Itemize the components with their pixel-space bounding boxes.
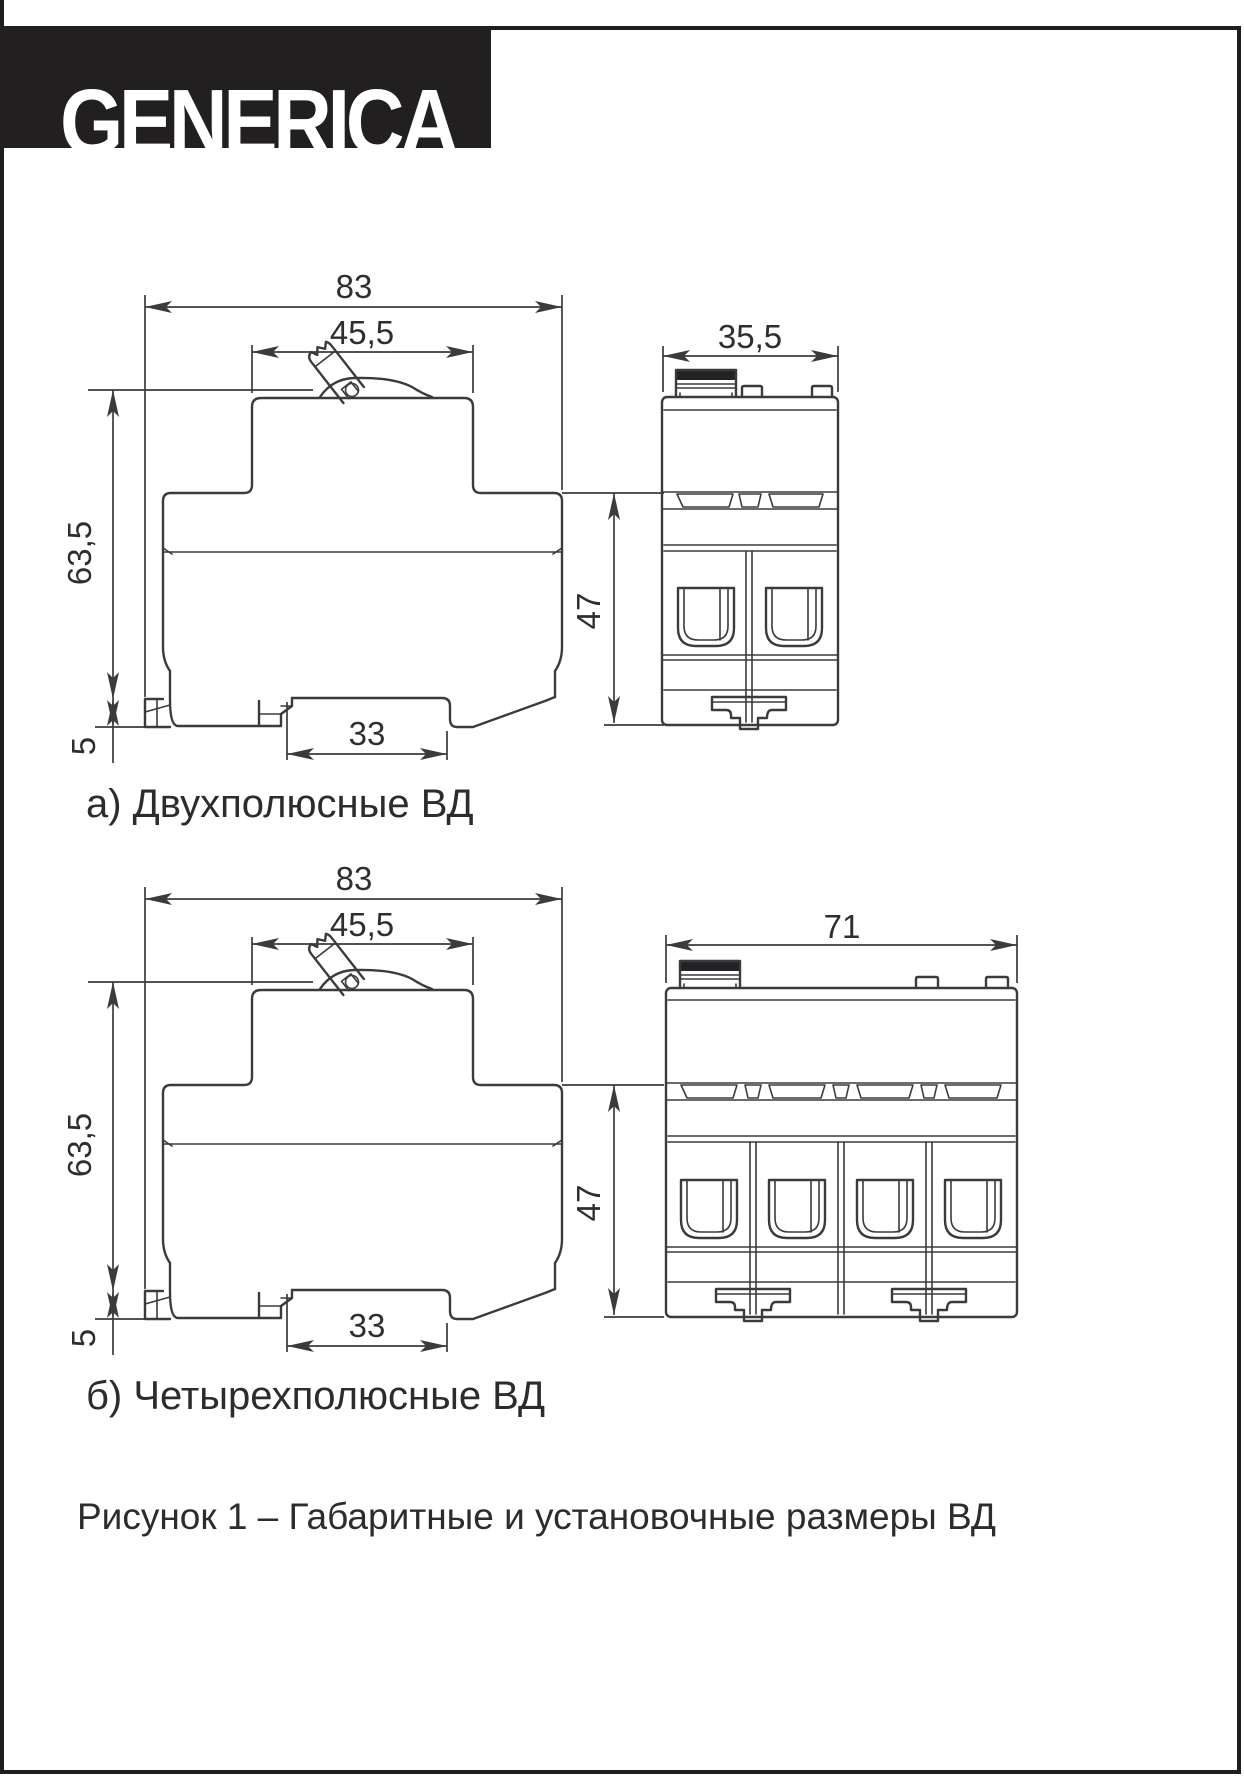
dim-handle-width-b: 45,5 — [329, 906, 395, 943]
side-view-a — [88, 295, 664, 763]
dim-front-width-b: 71 — [823, 908, 861, 945]
brand-logo: GENERICA — [60, 70, 455, 174]
dim-rail-depth-a: 5 — [65, 736, 102, 756]
front-view-4pole — [666, 908, 1017, 1321]
dim-rail-depth-b: 5 — [65, 1328, 102, 1348]
dim-handle-width-a: 45,5 — [329, 314, 395, 351]
dim-height-a: 63,5 — [61, 520, 98, 586]
figure-a-two-pole — [61, 268, 838, 763]
figure-b-four-pole — [61, 860, 1017, 1355]
dim-body-height-a: 47 — [570, 592, 607, 630]
front-view-2pole — [662, 318, 838, 729]
figure-caption: Рисунок 1 – Габаритные и установочные размеры ВД — [77, 1496, 996, 1537]
dim-overall-width-a: 83 — [335, 268, 373, 305]
dim-body-height-b: 47 — [570, 1184, 607, 1222]
dim-rail-notch-a: 33 — [348, 715, 386, 752]
dim-height-b: 63,5 — [61, 1112, 98, 1178]
dim-overall-width-b: 83 — [335, 860, 373, 897]
side-view-b — [88, 887, 664, 1355]
figure-a-label: а) Двухполюсные ВД — [86, 782, 474, 826]
figure-b-label: б) Четырехполюсные ВД — [86, 1374, 546, 1418]
dim-front-width-a: 35,5 — [717, 318, 783, 355]
dim-rail-notch-b: 33 — [348, 1307, 386, 1344]
